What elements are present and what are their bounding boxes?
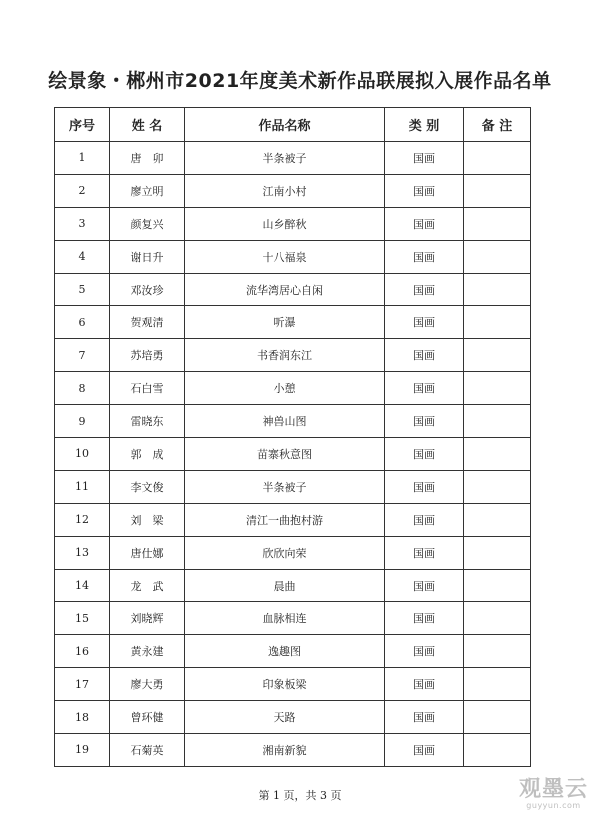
table-row: [55, 438, 531, 471]
cell-remarks: [464, 470, 531, 503]
cell-category: 国画: [385, 569, 464, 602]
cell-category: 国画: [385, 438, 464, 471]
cell-work-title: 十八福泉: [185, 240, 385, 273]
header-category: 类 别: [385, 108, 464, 142]
table-row: [55, 339, 531, 372]
cell-work-title: 江南小村: [185, 174, 385, 207]
cell-name: 曾环健: [110, 701, 185, 734]
cell-work-title: 苗寨秋意图: [185, 438, 385, 471]
table-row: [55, 668, 531, 701]
cell-work-title: 血脉相连: [185, 602, 385, 635]
cell-work-title: 印象板梁: [185, 668, 385, 701]
cell-category: 国画: [385, 372, 464, 405]
cell-remarks: [464, 602, 531, 635]
cell-name: 刘晓辉: [110, 602, 185, 635]
cell-name: 雷晓东: [110, 405, 185, 438]
cell-name: 廖立明: [110, 174, 185, 207]
table-row: [55, 602, 531, 635]
cell-serial-number: 3: [55, 207, 110, 240]
cell-name: 刘 梁: [110, 503, 185, 536]
cell-category: 国画: [385, 273, 464, 306]
table-row: [55, 405, 531, 438]
cell-remarks: [464, 569, 531, 602]
cell-name: 贺观清: [110, 306, 185, 339]
cell-serial-number: 1: [55, 142, 110, 175]
cell-category: 国画: [385, 174, 464, 207]
cell-remarks: [464, 405, 531, 438]
table-row: [55, 635, 531, 668]
cell-name: 石白雪: [110, 372, 185, 405]
watermark-url: guyyun.com: [526, 801, 581, 810]
cell-serial-number: 16: [55, 635, 110, 668]
cell-name: 邓汝珍: [110, 273, 185, 306]
cell-serial-number: 2: [55, 174, 110, 207]
cell-serial-number: 5: [55, 273, 110, 306]
cell-name: 郭 成: [110, 438, 185, 471]
cell-serial-number: 18: [55, 701, 110, 734]
cell-category: 国画: [385, 240, 464, 273]
cell-name: 唐仕娜: [110, 536, 185, 569]
cell-name: 石菊英: [110, 734, 185, 767]
cell-serial-number: 14: [55, 569, 110, 602]
header-serial-number: 序号: [55, 108, 110, 142]
table-row: [55, 273, 531, 306]
cell-work-title: 逸趣图: [185, 635, 385, 668]
cell-serial-number: 4: [55, 240, 110, 273]
cell-name: 廖大勇: [110, 668, 185, 701]
cell-name: 唐 卯: [110, 142, 185, 175]
cell-work-title: 听瀑: [185, 306, 385, 339]
cell-remarks: [464, 635, 531, 668]
cell-name: 颜复兴: [110, 207, 185, 240]
cell-name: 李文俊: [110, 470, 185, 503]
table-row: [55, 240, 531, 273]
cell-remarks: [464, 240, 531, 273]
cell-work-title: 神兽山图: [185, 405, 385, 438]
table-row: [55, 503, 531, 536]
table-row: [55, 569, 531, 602]
cell-serial-number: 17: [55, 668, 110, 701]
cell-serial-number: 8: [55, 372, 110, 405]
cell-remarks: [464, 372, 531, 405]
exhibition-list-table: [54, 107, 531, 767]
cell-remarks: [464, 174, 531, 207]
header-name: 姓 名: [110, 108, 185, 142]
header-work-title: 作品名称: [185, 108, 385, 142]
cell-remarks: [464, 273, 531, 306]
cell-category: 国画: [385, 339, 464, 372]
cell-remarks: [464, 438, 531, 471]
cell-name: 龙 武: [110, 569, 185, 602]
table-row: [55, 536, 531, 569]
cell-serial-number: 13: [55, 536, 110, 569]
cell-category: 国画: [385, 701, 464, 734]
cell-serial-number: 7: [55, 339, 110, 372]
table-row: [55, 470, 531, 503]
cell-category: 国画: [385, 405, 464, 438]
cell-work-title: 清江一曲抱村游: [185, 503, 385, 536]
cell-remarks: [464, 536, 531, 569]
cell-remarks: [464, 142, 531, 175]
cell-name: 苏培勇: [110, 339, 185, 372]
cell-remarks: [464, 503, 531, 536]
cell-name: 黄永建: [110, 635, 185, 668]
cell-category: 国画: [385, 668, 464, 701]
cell-work-title: 小憩: [185, 372, 385, 405]
cell-serial-number: 15: [55, 602, 110, 635]
cell-remarks: [464, 668, 531, 701]
cell-serial-number: 6: [55, 306, 110, 339]
cell-serial-number: 12: [55, 503, 110, 536]
cell-serial-number: 11: [55, 470, 110, 503]
cell-work-title: 山乡醉秋: [185, 207, 385, 240]
cell-work-title: 湘南新貌: [185, 734, 385, 767]
cell-name: 谢日升: [110, 240, 185, 273]
table-row: [55, 372, 531, 405]
cell-serial-number: 10: [55, 438, 110, 471]
cell-category: 国画: [385, 503, 464, 536]
cell-remarks: [464, 306, 531, 339]
table-row: [55, 174, 531, 207]
table-header-row: [55, 108, 531, 142]
cell-category: 国画: [385, 602, 464, 635]
cell-work-title: 欣欣向荣: [185, 536, 385, 569]
watermark-logo: [519, 772, 588, 810]
table-row: [55, 701, 531, 734]
table-body: [55, 142, 531, 767]
cell-work-title: 天路: [185, 701, 385, 734]
table-row: [55, 142, 531, 175]
cell-category: 国画: [385, 734, 464, 767]
cell-remarks: [464, 701, 531, 734]
document-title: 绘景象・郴州市2021年度美术新作品联展拟入展作品名单: [48, 70, 552, 92]
cell-remarks: [464, 734, 531, 767]
cell-category: 国画: [385, 635, 464, 668]
header-remarks: 备 注: [464, 108, 531, 142]
cell-category: 国画: [385, 306, 464, 339]
table-row: [55, 734, 531, 767]
cell-remarks: [464, 207, 531, 240]
table-row: [55, 207, 531, 240]
table-row: [55, 306, 531, 339]
cell-category: 国画: [385, 207, 464, 240]
cell-work-title: 半条被子: [185, 470, 385, 503]
page-number: 第 1 页，共 3 页: [258, 789, 342, 802]
cell-work-title: 流华湾居心自闲: [185, 273, 385, 306]
cell-remarks: [464, 339, 531, 372]
cell-serial-number: 9: [55, 405, 110, 438]
cell-work-title: 书香润东江: [185, 339, 385, 372]
cell-serial-number: 19: [55, 734, 110, 767]
cell-work-title: 半条被子: [185, 142, 385, 175]
cell-category: 国画: [385, 470, 464, 503]
cell-category: 国画: [385, 142, 464, 175]
watermark-text: 观墨云: [518, 777, 588, 802]
cell-category: 国画: [385, 536, 464, 569]
cell-work-title: 晨曲: [185, 569, 385, 602]
